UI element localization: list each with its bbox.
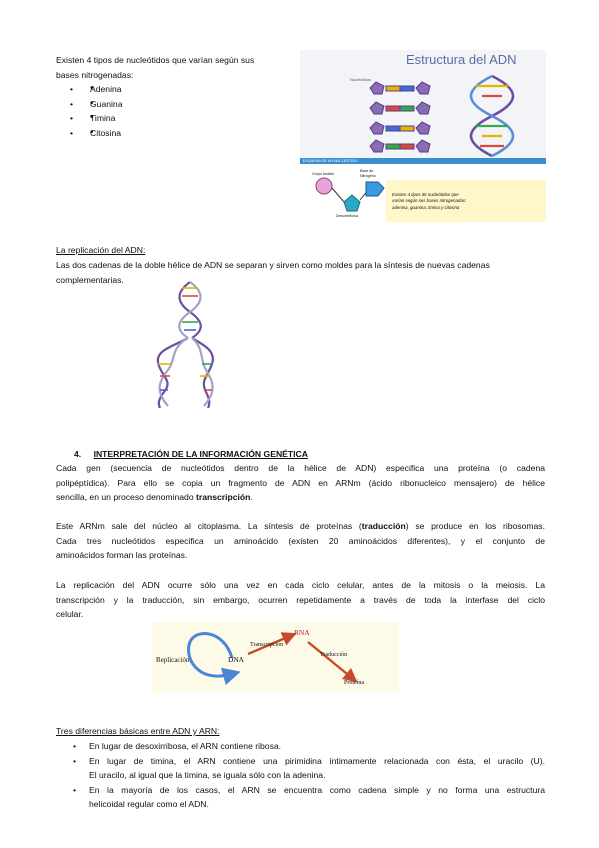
replicacion-label: Replicación <box>156 656 190 664</box>
note-line-1: Existen 4 tipos de nucleótidos que <box>392 192 459 197</box>
p2-line-3: aminoácidos forman las proteínas. <box>56 550 188 561</box>
rna-label: RNA <box>294 628 310 637</box>
diferencias-list <box>56 739 545 812</box>
replication-figure <box>146 280 220 408</box>
bases-list <box>70 82 296 140</box>
intro-line-1: Existen 4 tipos de nucleótidos que varían según sus <box>56 55 255 65</box>
section-4-paragraph-1 <box>56 461 545 505</box>
list-item: • • Citosina <box>90 126 296 141</box>
dna-label: DNA <box>228 655 245 664</box>
note-line-3: adenina, guanina, timina y citosina <box>392 204 460 210</box>
p3-line-2: transcripción y la traducción, sin embargo, ocurren repetidamente a través de toda la interfase del ciclo <box>56 594 545 605</box>
central-dogma-diagram <box>152 622 399 693</box>
base-nitrogenada-label-1: Base de <box>360 169 374 173</box>
transcripcion-label: Transcripción <box>250 642 284 648</box>
p2-line-1: Este ARNm sale del núcleo al citoplasma. La síntesis de proteínas (traducción) se produce en los ribosomas. <box>56 521 545 531</box>
section-number: 4. <box>74 449 82 459</box>
bullet-icon: • <box>73 784 77 795</box>
p3-line-1: La replicación del ADN ocurre sólo una vez en cada ciclo celular, antes de la mitosis o la meiosis. La <box>56 580 545 590</box>
diferencias-heading: Tres diferencias básicas entre ADN y ARN: <box>56 726 220 736</box>
proteina-label: Proteína <box>344 680 364 686</box>
list-item: • • Guanina <box>90 97 296 112</box>
section-4-paragraph-3 <box>56 578 545 622</box>
traduccion-label: Traducción <box>320 652 348 658</box>
adn-structure-figure <box>300 50 546 225</box>
p3-line-3: celular. <box>56 609 84 620</box>
replicacion-text-line-1: Las dos cadenas de la doble hélice de ADN se separan y sirven como moldes para la síntesis de nuevas cadenas <box>56 260 490 270</box>
replicacion-text <box>56 258 556 287</box>
adn-figure-note <box>392 192 466 211</box>
intro-line-2: bases nitrogenadas: <box>56 69 134 80</box>
replicacion-text-line-2: complementarias. <box>56 274 124 285</box>
section-4-paragraph-2 <box>56 519 545 563</box>
p1-line-3: sencilla, en un proceso denominado transcripción. <box>56 492 253 503</box>
section-4-heading <box>56 447 308 462</box>
p1-line-1: Cada gen (secuencia de nucleótidos dentro de la hélice de ADN) especifica una proteína (o cadena <box>56 463 545 473</box>
base-nitrogenada-label-2: Nitrógeno <box>360 174 376 178</box>
esquema-label: ESQUEMA DE UN NUCLEÓTIDO <box>303 159 358 163</box>
section-title: INTERPRETACIÓN DE LA INFORMACIÓN GENÉTICA <box>93 449 308 459</box>
bullet-icon: • <box>73 741 77 751</box>
p1-line-2: polipéptídica). Para ello se copia un fragmento de ADN en ARNm (ácido ribonucleico mensajero) de hélice <box>56 477 545 488</box>
list-item: • En lugar de timina, el ARN contiene una pirimidina íntimamente relacionada con ésta, el uracilo (U). El uracilo, al igual que la timina, se iguala sólo con la adenina. <box>73 755 545 781</box>
nucleotidos-label: Nucleótidos <box>350 77 371 82</box>
dna-replication-illustration <box>146 280 220 408</box>
adn-figure-title: Estructura del ADN <box>406 52 517 67</box>
list-item: • En lugar de desoxirribosa, el ARN contiene ribosa. <box>56 739 545 754</box>
note-line-2: varían según sus bases nitrogenadas: <box>392 198 467 204</box>
desoxirribosa-label: Desoxirribosa <box>336 214 358 218</box>
replicacion-heading: La replicación del ADN: <box>56 245 146 255</box>
bullet-icon: • <box>73 755 77 766</box>
list-item: • En la mayoría de los casos, el ARN se encuentra como cadena simple y no forma una estructura helicoidal regular como el ADN. <box>73 784 545 810</box>
list-item: • • Adenina <box>90 82 296 97</box>
intro-text <box>56 53 296 141</box>
list-item: • • Timina <box>90 111 296 126</box>
p2-line-2: Cada tres nucleótidos especifica un aminoácido (existen 20 aminoácidos diferentes), y el conjunto de <box>56 535 545 546</box>
grupo-fosfato-label: Grupo fosfato <box>312 172 334 176</box>
